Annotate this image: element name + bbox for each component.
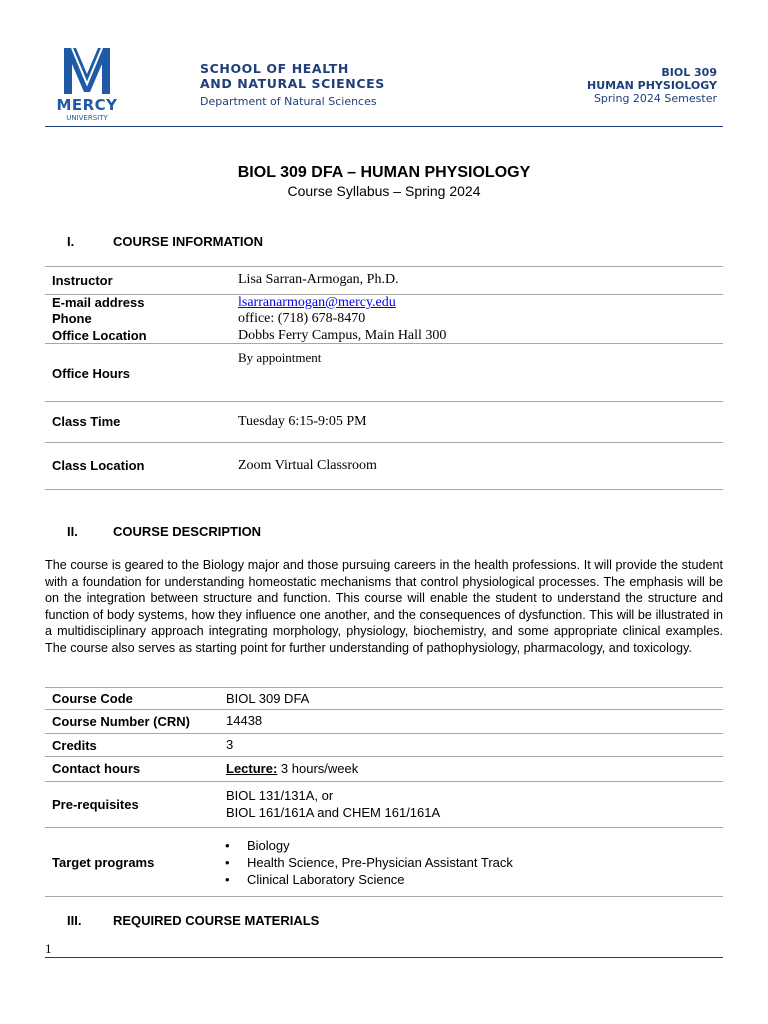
class-time-value: Tuesday 6:15-9:05 PM (238, 414, 367, 429)
crn-value: 14438 (226, 713, 263, 728)
school-name-line2: AND NATURAL SCIENCES (200, 76, 385, 91)
table-rule (45, 401, 723, 402)
header-course-code: BIOL 309 (661, 66, 717, 79)
document-title: BIOL 309 DFA – HUMAN PHYSIOLOGY (237, 164, 531, 181)
header-semester: Spring 2024 Semester (593, 92, 717, 105)
crn-label: Course Number (CRN) (52, 714, 190, 729)
table-rule (45, 687, 723, 688)
section-title: REQUIRED COURSE MATERIALS (113, 913, 320, 928)
instructor-value: Lisa Sarran-Armogan, Ph.D. (238, 272, 399, 287)
prerequisites-label: Pre-requisites (52, 797, 139, 812)
prerequisites-line1: BIOL 131/131A, or (226, 788, 334, 803)
header-divider (45, 126, 723, 127)
course-code-label: Course Code (52, 691, 133, 706)
logo-word: MERCY (56, 96, 118, 114)
department-name: Department of Natural Sciences (200, 95, 377, 108)
header-course-name: HUMAN PHYSIOLOGY (587, 79, 717, 92)
table-rule (45, 709, 723, 710)
instructor-label: Instructor (52, 273, 113, 288)
office-hours-label: Office Hours (52, 366, 131, 381)
section-number: I. (67, 234, 75, 249)
contact-hours-value (226, 761, 358, 776)
email-label: E-mail address (52, 295, 145, 310)
office-hours-value: By appointment (238, 350, 322, 365)
phone-value: office: (718) 678-8470 (238, 311, 366, 326)
course-description-paragraph: The course is geared to the Biology major and those pursuing careers in the health professions. It will provide the student with a foundation for understanding homeostatic mechanisms that control physiological processes. The emphasis will be on the integration between structure and function. This course will enable the student to understand the structure and function of body systems, how they influence one another, and the consequences of dysfunction. This will be illustrated in a multidisciplinary approach integrating morphology, physiology, biochemistry, and some appropriate clinical examples. The course also serves as starting point for further understanding of pathophysiology, pharmacology, and toxicology. (45, 558, 723, 655)
mercy-university-logo (52, 44, 122, 128)
prerequisites-line2: BIOL 161/161A and CHEM 161/161A (226, 805, 441, 820)
table-rule (45, 781, 723, 782)
section-number: III. (67, 913, 82, 928)
course-code-value: BIOL 309 DFA (226, 691, 310, 706)
page-number: 1 (45, 941, 52, 956)
table-rule (45, 266, 723, 267)
school-block (200, 61, 385, 109)
list-item: • Health Science, Pre-Physician Assistant Track (225, 854, 513, 871)
footer-divider (45, 957, 723, 958)
section-number: II. (67, 524, 78, 539)
office-location-value: Dobbs Ferry Campus, Main Hall 300 (238, 328, 447, 343)
table-rule (45, 489, 723, 490)
table-rule (45, 343, 723, 344)
table-rule (45, 827, 723, 828)
course-header-block (587, 66, 717, 106)
logo-subword: UNIVERSITY (66, 114, 108, 122)
contact-hours-label: Contact hours (52, 761, 141, 776)
email-link[interactable]: lsarranarmogan@mercy.edu (238, 295, 396, 310)
list-item: • Clinical Laboratory Science (225, 871, 513, 888)
class-time-label: Class Time (52, 414, 121, 429)
table-rule (45, 733, 723, 734)
target-programs-label: Target programs (52, 855, 155, 870)
lecture-label: Lecture: (226, 761, 278, 776)
phone-label: Phone (52, 311, 92, 326)
class-location-value: Zoom Virtual Classroom (238, 458, 377, 473)
credits-value: 3 (226, 737, 234, 752)
school-name-line1: SCHOOL OF HEALTH (200, 61, 349, 76)
list-item: • Biology (225, 837, 513, 854)
lecture-hours: 3 hours/week (277, 761, 359, 776)
section-title: COURSE DESCRIPTION (113, 524, 262, 539)
table-rule (45, 756, 723, 757)
table-rule (45, 442, 723, 443)
target-programs-list (225, 837, 513, 888)
class-location-label: Class Location (52, 458, 145, 473)
table-rule (45, 896, 723, 897)
section-title: COURSE INFORMATION (113, 234, 263, 249)
document-subtitle: Course Syllabus – Spring 2024 (287, 183, 481, 199)
office-location-label: Office Location (52, 328, 147, 343)
credits-label: Credits (52, 738, 97, 753)
